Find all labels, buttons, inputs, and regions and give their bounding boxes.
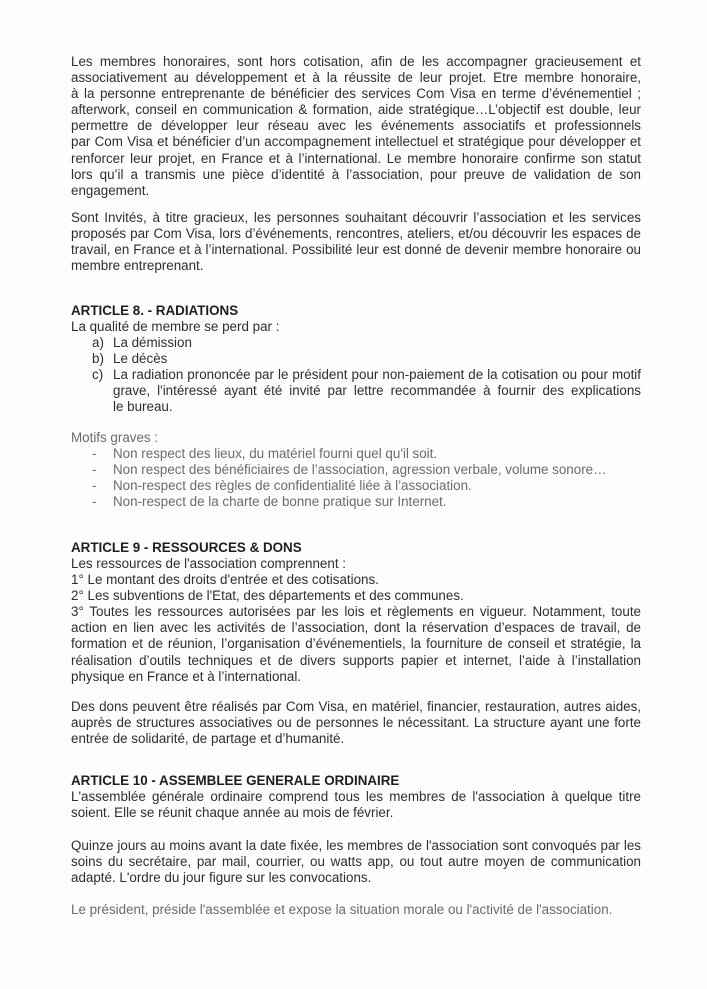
section-heading: ARTICLE 9 - RESSOURCES & DONS — [71, 540, 302, 555]
list-item-text: Non respect des lieux, du matériel fourni quel qu'il soit. — [113, 446, 438, 461]
list-item-text: Non-respect des règles de confidentialité liée à l’association. — [113, 478, 472, 494]
section-heading: ARTICLE 10 - ASSEMBLEE GENERALE ORDINAIRE — [71, 773, 400, 788]
list-item — [71, 367, 641, 415]
text-line: La qualité de membre se perd par : — [71, 319, 280, 334]
text-line: physique en France et à l’international. — [71, 668, 302, 684]
serious-grounds-label — [71, 430, 641, 446]
text-line: membre entreprenant. — [71, 258, 204, 274]
list-marker: b) — [92, 351, 104, 367]
text-line: 2° Les subventions de l'Etat, des départements et des communes. — [71, 588, 464, 604]
list-item-text: La radiation prononcée par le président pour non-paiement de la cotisation ou pour motif — [113, 367, 641, 383]
text-line: Sont Invités, à titre gracieux, les personnes souhaitant découvrir l’association et les services — [71, 210, 641, 225]
text-line: entrée de solidarité, de partage et d’humanité. — [71, 731, 345, 747]
text-line: par Com Visa et bénéficier d’un accompagnement intellectuel et stratégique pour développer et — [71, 134, 641, 150]
guests-paragraph — [71, 210, 641, 274]
text-line: 3° Toutes les ressources autorisées par les lois et règlements en vigueur. Notamment, toute — [71, 604, 641, 620]
list-item-text: Non-respect de la charte de bonne pratique sur Internet. — [113, 494, 447, 510]
text-line: soient. Elle se réunit chaque année au mois de février. — [71, 805, 394, 821]
list-item — [71, 446, 641, 462]
text-line: proposés par Com Visa, lors d’événements, rencontres, ateliers, et/ou découvrir les espaces de — [71, 226, 641, 242]
general-assembly-paragraph — [71, 789, 641, 821]
text-line: permettre de développer leur réseau avec les événements associatifs et professionnels — [71, 118, 641, 134]
serious-grounds-list — [71, 446, 641, 510]
list-marker: - — [92, 462, 97, 478]
text-line: engagement. — [71, 182, 150, 198]
convocation-paragraph — [71, 838, 641, 886]
list-item — [71, 351, 641, 367]
list-item — [71, 478, 641, 494]
list-item — [71, 494, 641, 510]
text-line: renforcer leur projet, en France et à l’international. Le membre honoraire confirme son statut — [71, 150, 641, 166]
text-line: Des dons peuvent être réalisés par Com Visa, en matériel, financier, restauration, autres aides, — [71, 699, 641, 714]
text-line: L'assemblée générale ordinaire comprend tous les membres de l'association à quelque titre — [71, 789, 641, 804]
list-item-text: La démission — [113, 335, 192, 350]
list-item-text: Le décès — [113, 351, 168, 367]
section-heading: ARTICLE 8. - RADIATIONS — [71, 303, 239, 318]
list-marker: a) — [92, 335, 104, 350]
list-marker: c) — [92, 367, 104, 383]
text-line: Motifs graves : — [71, 430, 159, 445]
text-line: action en lien avec les activités de l’association, dont la réservation d’espaces de travail, de — [71, 620, 641, 636]
list-item — [71, 335, 641, 351]
text-line: Les membres honoraires, sont hors cotisation, afin de les accompagner gracieusement et — [71, 54, 641, 69]
article-8-list — [71, 335, 641, 415]
list-item — [71, 462, 641, 478]
president-paragraph — [71, 902, 641, 918]
list-item-text: Non respect des bénéficiaires de l’association, agression verbale, volume sonore… — [113, 462, 607, 478]
text-line: associativement au développement et à la réussite de leur projet. Etre membre honoraire, — [71, 70, 641, 86]
list-marker: - — [92, 494, 97, 510]
text-line: Quinze jours au moins avant la date fixée, les membres de l'association sont convoqués par les — [71, 838, 641, 853]
text-line: soins du secrétaire, par mail, courrier, ou watts app, ou tout autre moyen de communication — [71, 854, 641, 870]
list-marker: - — [92, 446, 97, 461]
text-line: Le président, préside l'assemblée et expose la situation morale ou l'activité de l'association. — [71, 902, 613, 917]
list-marker: - — [92, 478, 97, 494]
article-9-heading — [71, 540, 641, 556]
donations-paragraph — [71, 699, 641, 747]
text-line: adapté. L'ordre du jour figure sur les convocations. — [71, 870, 372, 886]
text-line: réalisation d’outils techniques et de divers supports papier et internet, l’aide à l’installation — [71, 652, 641, 668]
text-line: Les ressources de l'association comprennent : — [71, 556, 346, 571]
honorary-members-paragraph — [71, 54, 641, 199]
text-line: à la personne entreprenante de bénéficier des services Com Visa en terme d’événementiel ; — [71, 86, 641, 102]
text-line: afterwork, conseil en communication & formation, aide stratégique…L’objectif est double, leur — [71, 102, 641, 118]
list-item-text: grave, l'intéressé ayant été invité par lettre recommandée à fournir des explications — [113, 383, 641, 399]
article-10-heading — [71, 773, 641, 789]
text-line: 1° Le montant des droits d'entrée et des cotisations. — [71, 572, 379, 588]
article-9-resources — [71, 556, 641, 685]
text-line: formation et de réunion, l’organisation d’événementiels, la fourniture de conseil et stratégie, la — [71, 636, 641, 652]
article-8-intro — [71, 319, 641, 335]
text-line: lors qu’il a transmis une pièce d’identité à l’association, pour preuve de validation de son — [71, 166, 641, 182]
text-line: travail, en France et à l’international. Possibilité leur est donné de devenir membre honoraire ou — [71, 242, 641, 258]
text-line: auprès de structures associatives ou de personnes le nécessitant. La structure ayant une forte — [71, 715, 641, 731]
list-item-text: le bureau. — [113, 399, 173, 415]
article-8-heading — [71, 303, 641, 319]
